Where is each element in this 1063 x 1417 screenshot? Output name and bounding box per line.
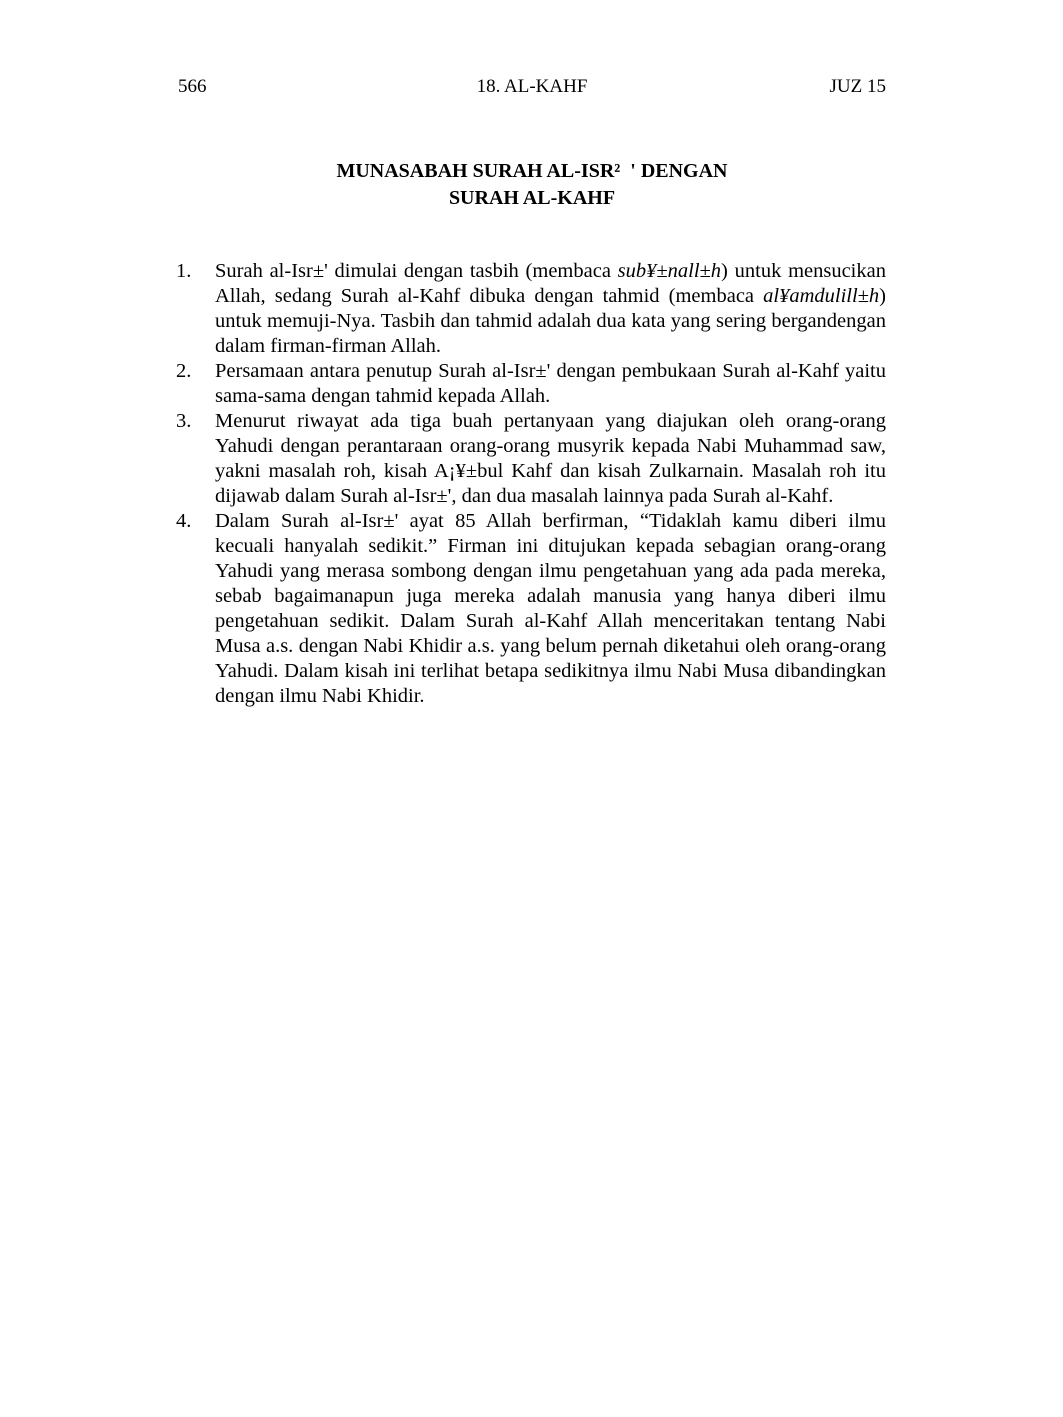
list-item-text: Menurut riwayat ada tiga buah pertanyaan yang diajukan oleh orang-orang Yahudi dengan perantaraan orang-orang musyrik kepada Nabi Muhammad saw, yakni masalah roh, kisah A¡¥±bul Kahf dan kisah Zulkarnain. Masalah roh itu dijawab dalam Surah al-Isr±', dan dua masalah lainnya pada Surah al-Kahf.: [215, 410, 886, 507]
page-number: 566: [178, 76, 207, 97]
transliteration-alhamdulillah: al¥amdulill±h: [763, 285, 880, 307]
transliteration-subhanallah: sub¥±nall±h: [617, 260, 722, 282]
list-item-text: Dalam Surah al-Isr±' ayat 85 Allah berfirman, “Tidaklah kamu diberi ilmu kecuali hanyalah sedikit.” Firman ini ditujukan kepada sebagian orang-orang Yahudi yang merasa sombong dengan ilmu pengetahuan yang ada pada mereka, sebab bagaimanapun juga mereka adalah manusia yang hanya diberi ilmu pengetahuan sedikit. Dalam Surah al-Kahf Allah menceritakan tentang Nabi Musa a.s. dengan Nabi Khidir a.s. yang belum pernah diketahui oleh orang-orang Yahudi. Dalam kisah ini terlihat betapa sedikitnya ilmu Nabi Musa dibandingkan dengan ilmu Nabi Khidir.: [215, 510, 886, 707]
list-item-number: 2.: [176, 360, 192, 382]
list-item-number: 4.: [176, 510, 192, 532]
list-item-text: [215, 259, 886, 359]
section-title: [178, 158, 886, 212]
list-item: [176, 359, 886, 409]
section-title-line-2: SURAH AL-KAHF: [448, 187, 616, 209]
section-title-line-1: MUNASABAH SURAH AL-ISR² ' DENGAN: [336, 160, 728, 182]
munasabah-list: [176, 259, 886, 709]
list-item: [176, 259, 886, 359]
text-run: ) untuk mensucikan Allah, sedang Surah al-Kahf dibuka dengan tahmid (membaca: [215, 260, 886, 307]
juz-label: JUZ 15: [829, 76, 886, 97]
text-run: ) untuk memuji-Nya. Tasbih dan tahmid adalah dua kata yang sering bergandengan dalam firman-firman Allah.: [215, 285, 886, 357]
list-item: [176, 409, 886, 509]
list-item: [176, 509, 886, 709]
chapter-title: 18. AL-KAHF: [476, 76, 588, 97]
text-run: Surah al-Isr±' dimulai dengan tasbih (membaca: [215, 260, 618, 282]
list-item-number: 1.: [176, 260, 192, 282]
list-item-number: 3.: [176, 410, 192, 432]
running-header: [178, 76, 886, 100]
list-item-text: Persamaan antara penutup Surah al-Isr±' dengan pembukaan Surah al-Kahf yaitu sama-sama dengan tahmid kepada Allah.: [215, 360, 886, 407]
